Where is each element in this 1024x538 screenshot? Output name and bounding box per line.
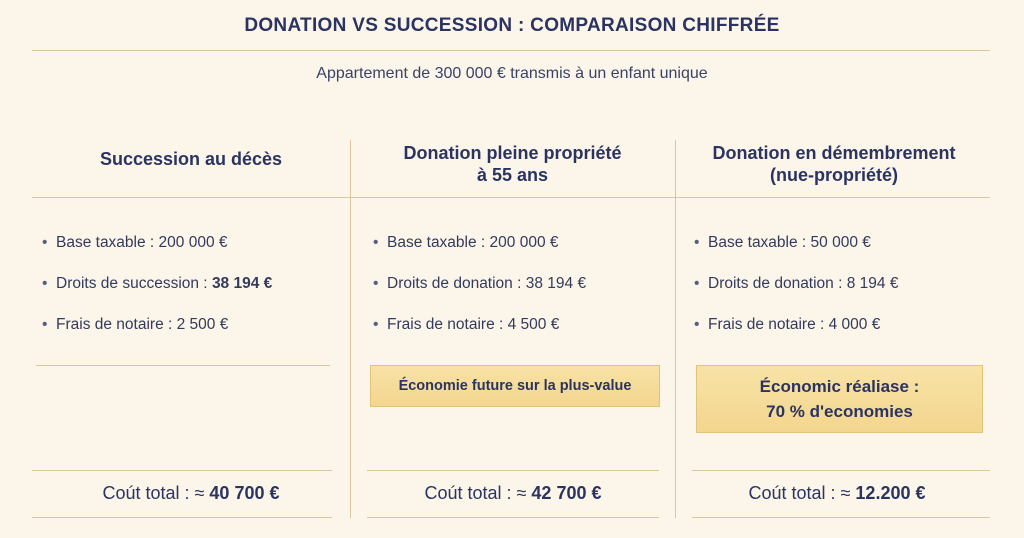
item-value: 8 194 € [846,275,899,292]
bullet-list-succession [42,233,272,356]
column-header-line: à 55 ans [476,165,549,185]
list-item [42,315,272,356]
item-value: 4 000 € [828,316,881,333]
column-header-demembrement [675,142,993,186]
item-value: 38 194 € [525,275,587,292]
list-item [42,233,272,274]
column-header-succession [32,148,350,170]
bullet-icon: • [694,275,700,292]
item-label: Base taxable : [387,234,490,251]
highlight-box-plus-value [370,365,660,407]
list-item [373,315,586,356]
total-value: 12.200 € [855,483,926,503]
column-header-line: Donation pleine propriété [403,143,622,163]
item-value: 200 000 € [158,234,228,251]
list-item [42,274,272,315]
page-subtitle: Appartement de 300 000 € transmis à un enfant unique [316,65,708,82]
highlight-box-economies [696,365,983,433]
item-label: Droits de succession : [56,275,212,292]
column-1-divider [36,365,330,366]
total-label: Coút total : ≈ [748,483,856,503]
list-item [694,315,898,356]
totals-bottom-divider-1 [32,517,332,518]
bullet-list-demembrement [694,233,898,356]
item-label: Droits de donation : [387,275,526,292]
item-value: 2 500 € [176,316,229,333]
total-cost-demembrement [676,483,998,504]
totals-top-divider-3 [692,470,990,471]
header-divider [32,197,990,198]
column-header-donation-pleine [350,142,675,186]
highlight-text: Économic réaliase : [759,377,920,396]
totals-bottom-divider-3 [692,517,990,518]
item-value: 4 500 € [507,316,560,333]
item-value: 200 000 € [489,234,559,251]
list-item [373,233,586,274]
item-label: Base taxable : [56,234,159,251]
column-header-line: (nue-propriété) [770,165,898,185]
list-item [694,233,898,274]
bullet-icon: • [694,234,700,251]
total-cost-donation-pleine [352,483,674,504]
item-value: 50 000 € [810,234,871,251]
column-header-line: Donation en démembrement [712,143,956,163]
total-label: Coút total : ≈ [102,483,210,503]
item-value: 38 194 € [211,275,273,292]
bullet-list-donation-pleine [373,233,586,356]
total-value: 42 700 € [531,483,602,503]
total-value: 40 700 € [209,483,280,503]
column-header-line: Succession au décès [99,149,283,169]
totals-top-divider-2 [367,470,659,471]
total-label: Coút total : ≈ [424,483,532,503]
bullet-icon: • [373,234,379,251]
bullet-icon: • [373,275,379,292]
item-label: Frais de notaire : [387,316,508,333]
item-label: Base taxable : [708,234,811,251]
list-item [373,274,586,315]
totals-top-divider-1 [32,470,332,471]
item-label: Frais de notaire : [708,316,829,333]
bullet-icon: • [42,234,48,251]
title-divider [32,50,990,51]
bullet-icon: • [694,316,700,333]
page-title: DONATION VS SUCCESSION : COMPARAISON CHIFFRÉE [244,15,780,36]
bullet-icon: • [42,316,48,333]
totals-bottom-divider-2 [367,517,659,518]
list-item [694,274,898,315]
bullet-icon: • [373,316,379,333]
highlight-text: Économie future sur la plus-value [398,378,632,394]
total-cost-succession [32,483,350,504]
bullet-icon: • [42,275,48,292]
highlight-text: 70 % d'economies [766,402,913,421]
item-label: Droits de donation : [708,275,847,292]
item-label: Frais de notaire : [56,316,177,333]
